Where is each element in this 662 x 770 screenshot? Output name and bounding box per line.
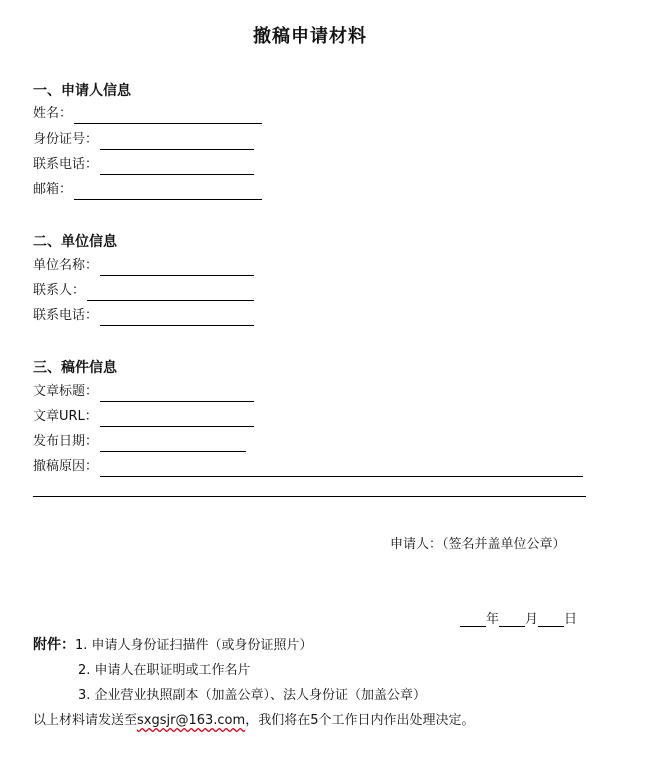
field-contact-person [33,281,254,301]
field-article-title [33,382,254,402]
field-id-number [33,130,254,150]
footer-prefix: 以上材料请发送至 [33,713,138,728]
submission-note [33,709,474,728]
month-label: 月 [525,612,539,627]
attachment-item: 3. 企业营业执照副本（加盖公章）、法人身份证（加盖公章） [78,688,427,703]
attachment-item: 1. 申请人身份证扫描件（或身份证照片） [75,638,313,653]
section-heading-unit: 二、单位信息 [33,234,117,250]
day-blank[interactable] [538,612,564,627]
document-title: 撤稿申请材料 [253,26,367,47]
field-email [33,180,262,200]
blank-line[interactable] [100,386,254,402]
field-label: 姓名： [33,106,73,121]
blank-line[interactable] [100,310,254,326]
field-label: 文章URL： [33,409,98,424]
field-phone [33,155,254,175]
email-address: sxgsjr@163.com [137,713,246,728]
blank-line[interactable] [74,184,262,200]
field-article-url [33,407,254,427]
field-label: 文章标题： [33,384,99,399]
blank-line[interactable] [100,436,246,452]
attachments-first-line [33,634,313,654]
field-unit-phone [33,306,254,326]
blank-line[interactable] [100,260,254,276]
day-label: 日 [564,612,578,627]
year-label: 年 [486,612,500,627]
blank-line[interactable] [100,411,254,427]
field-label: 撤稿原因： [33,459,99,474]
blank-line[interactable] [87,285,254,301]
field-label: 联系电话： [33,157,99,172]
blank-line[interactable] [100,134,254,150]
section-heading-manuscript: 三、稿件信息 [33,360,117,376]
field-label: 邮箱： [33,182,73,197]
blank-line[interactable] [74,108,262,124]
attachments-label: 附件： [33,637,75,653]
field-unit-name [33,256,254,276]
reason-continuation-line[interactable] [33,496,586,497]
field-label: 身份证号： [33,132,99,147]
field-publish-date [33,432,246,452]
date-line [460,608,577,627]
year-blank[interactable] [460,612,486,627]
month-blank[interactable] [499,612,525,627]
field-label: 联系人： [33,283,86,298]
section-heading-applicant: 一、申请人信息 [33,83,131,99]
field-name [33,104,262,124]
field-retraction-reason [33,457,583,477]
field-label: 发布日期： [33,434,99,449]
footer-suffix: ，我们将在5个工作日内作出处理决定。 [245,713,475,728]
blank-line[interactable] [100,159,254,175]
field-label: 单位名称： [33,258,99,273]
attachment-item: 2. 申请人在职证明或工作名片 [78,663,251,678]
blank-line[interactable] [100,461,583,477]
applicant-signature-label: 申请人：（签名并盖单位公章） [390,537,566,552]
field-label: 联系电话： [33,308,99,323]
